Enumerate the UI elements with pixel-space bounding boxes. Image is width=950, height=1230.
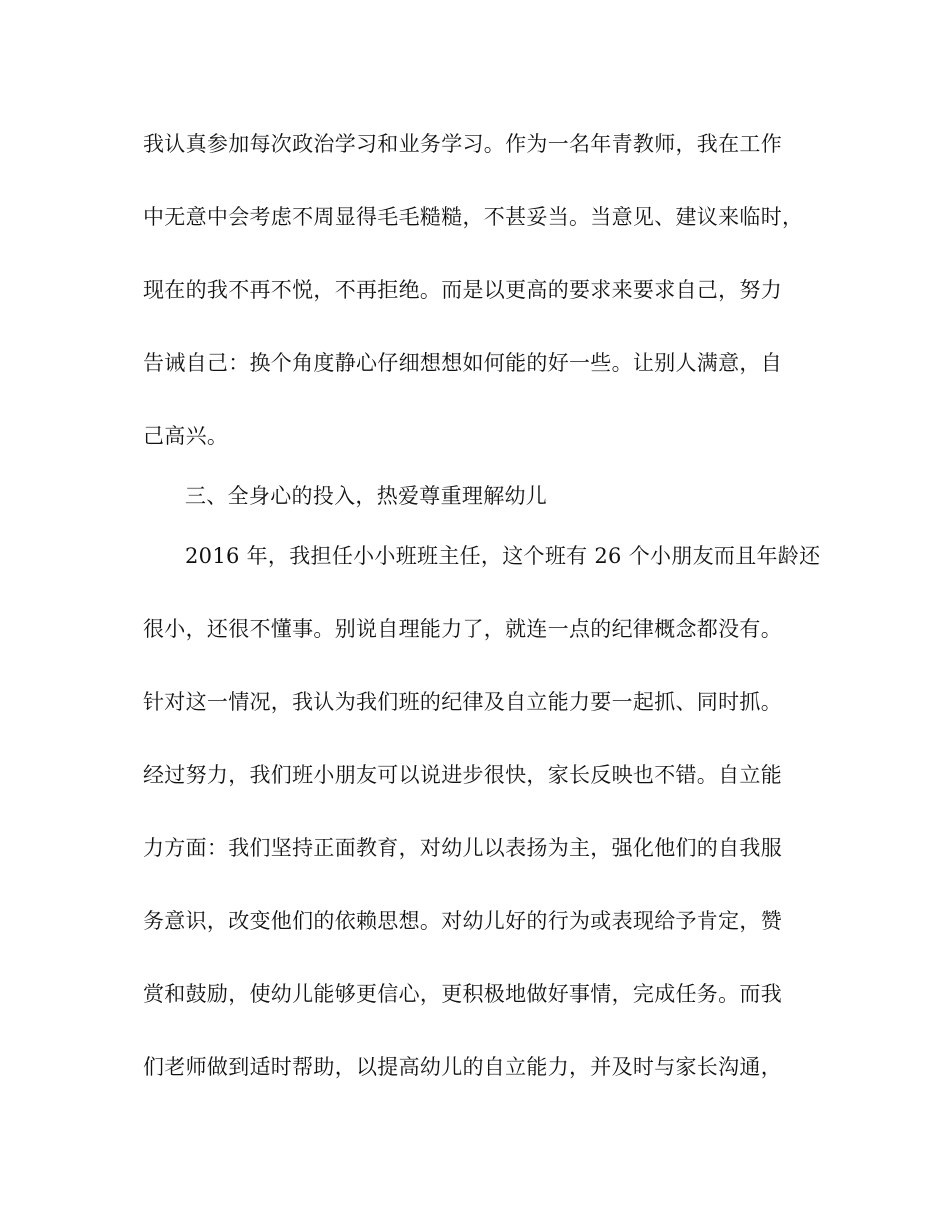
paragraph-line: 现在的我不再不悦，不再拒绝。而是以更高的要求来要求自己，努力: [143, 278, 782, 302]
paragraph-line: 经过努力，我们班小朋友可以说进步很快，家长反映也不错。自立能: [143, 763, 782, 787]
paragraph-line: 力方面：我们坚持正面教育，对幼儿以表扬为主，强化他们的自我服: [143, 836, 782, 860]
paragraph-line: 很小，还很不懂事。别说自理能力了，就连一点的纪律概念都没有。: [143, 617, 782, 641]
section-heading: 三、全身心的投入，热爱尊重理解幼儿: [185, 484, 548, 508]
paragraph-line: 己高兴。: [143, 424, 229, 448]
paragraph-line: 2016 年，我担任小小班班主任，这个班有 26 个小朋友而且年龄还: [185, 544, 821, 568]
paragraph-line: 我认真参加每次政治学习和业务学习。作为一名年青教师，我在工作: [143, 132, 782, 156]
paragraph-line: 们老师做到适时帮助，以提高幼儿的自立能力，并及时与家长沟通，: [143, 1055, 782, 1079]
paragraph-line: 针对这一情况，我认为我们班的纪律及自立能力要一起抓、同时抓。: [143, 690, 782, 714]
paragraph-line: 中无意中会考虑不周显得毛毛糙糙，不甚妥当。当意见、建议来临时，: [143, 205, 804, 229]
paragraph-line: 告诫自己：换个角度静心仔细想想如何能的好一些。让别人满意，自: [143, 351, 782, 375]
paragraph-line: 赏和鼓励，使幼儿能够更信心，更积极地做好事情，完成任务。而我: [143, 982, 782, 1006]
paragraph-line: 务意识，改变他们的依赖思想。对幼儿好的行为或表现给予肯定，赞: [143, 909, 782, 933]
